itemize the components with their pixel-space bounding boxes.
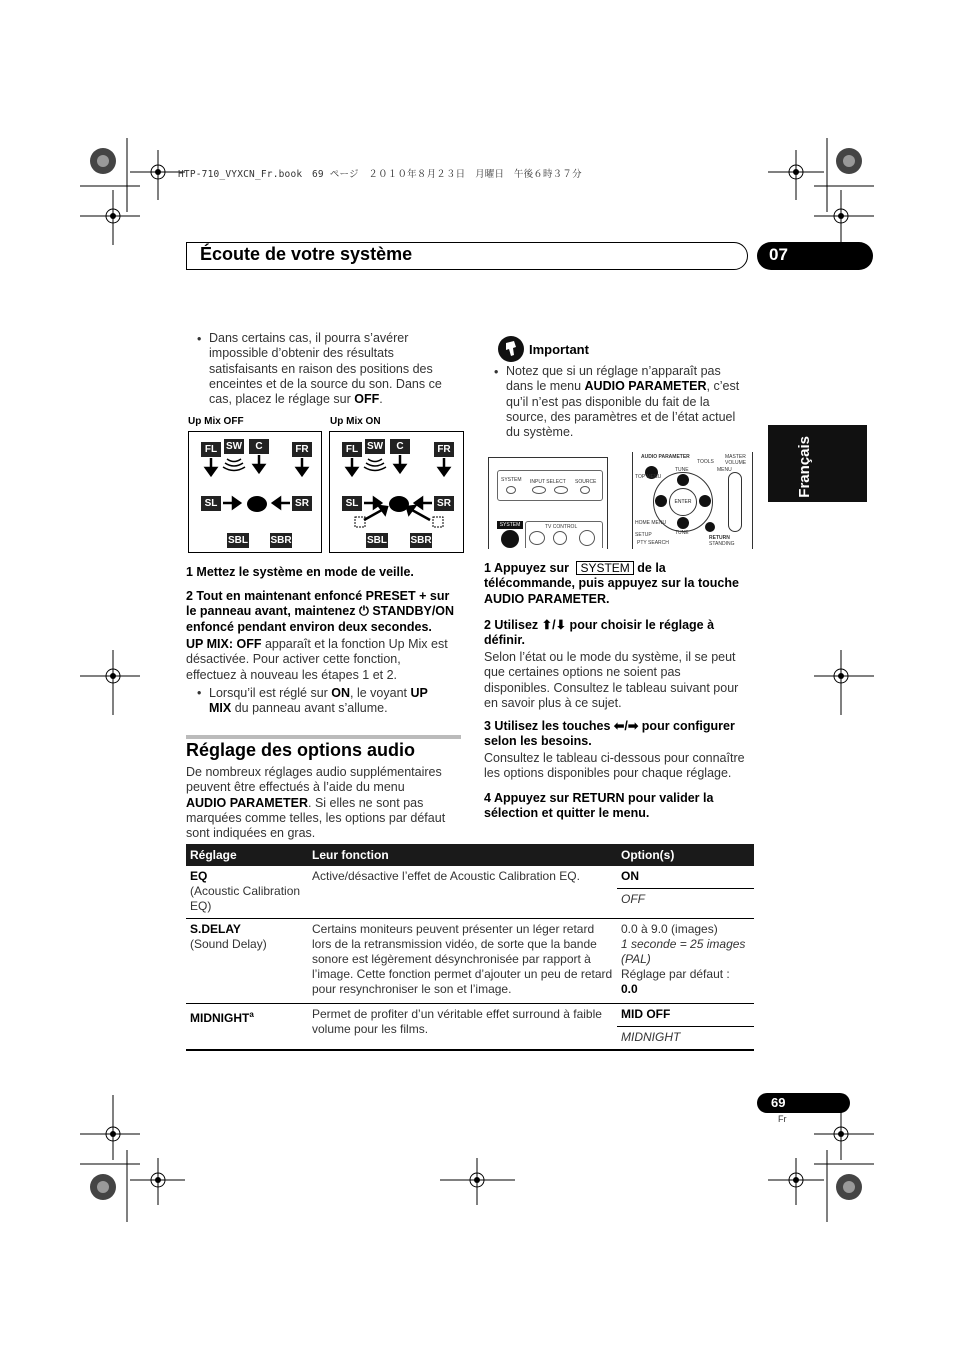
right-step4-heading: 4 Appuyez sur RETURN pour valider la sélection et quitter le menu. (484, 791, 714, 821)
bullet-dot: • (197, 332, 202, 346)
remote-illustration-left: SYSTEM INPUT SELECT SOURCE SYSTEM TV CONTROL (488, 457, 608, 549)
remote-return-button (705, 522, 715, 532)
language-tab: Français (768, 425, 867, 502)
speaker-sl: SL (342, 496, 362, 511)
right-step2-text: Selon l’état ou le mode du système, il se peut que certaines options ne soient pas disponibles. Consultez le tableau suivant pour en savoir plus à ce sujet. (484, 650, 739, 710)
column-header: Réglage (186, 844, 308, 866)
section-rule (186, 735, 461, 739)
column-header: Leur fonction (308, 844, 617, 866)
sound-arrows (189, 432, 321, 552)
section-title: Réglage des options audio (186, 740, 416, 760)
section-intro: De nombreux réglages audio supplémentaires peuvent être effectués à l’aide du menu AUDIO PARAMETER. Si elles ne sont pas marquées comme telles, les options par défaut sont indiquées en gras. (186, 765, 446, 841)
right-step2-heading: 2 Utilisez ⬆/⬇ pour choisir le réglage à définir. (484, 618, 715, 648)
table-row: MIDNIGHT$^a$ Permet de profiter d’un véritable effet surround à faible volume pour les films. MID OFF MIDNIGHT (186, 1004, 754, 1051)
speaker-sbl: SBL (367, 535, 387, 546)
bullet-dot: • (494, 365, 499, 379)
speaker-fl: FL (342, 442, 362, 457)
speaker-fl: FL (201, 442, 221, 457)
bullet-dot: • (197, 686, 202, 700)
diagram-off-label: Up Mix OFF (188, 416, 244, 427)
table-header-row (186, 844, 754, 866)
important-note: Notez que si un réglage n’apparaît pas dans le menu AUDIO PARAMETER, c’est qu’il n’est pas disponible du fait de la source, des paramètres et de l’état actuel du système. (506, 364, 740, 440)
table-row: S.DELAY (Sound Delay) Certains moniteurs peuvent présenter un léger retard lors de la retransmission vidéo, de sorte que la bande sonore est légèrement désynchronisée par rapport à l’image. Cette fonction permet d’ajouter un peu de retard pour resynchroniser le son et l’image. 0.0 à 9.0 (images) 1 seconde = 25 images (PAL) Réglage par défaut : 0.0 (186, 919, 754, 1004)
table-row: EQ (Acoustic Calibration EQ) Active/désactive l’effet de Acoustic Calibration EQ. ON OFF (186, 866, 754, 919)
remote-illustration-right: AUDIO PARAMETER TOOLS MASTER VOLUME TOP MENU MENU ENTER TUNE TUNE HOME MENU SETUP PTY SEARCH RETURN STANDING (632, 452, 753, 549)
speaker-c: C (390, 439, 410, 454)
speaker-sw: SW (225, 441, 243, 452)
left-step2-heading: 2 Tout en maintenant enfoncé PRESET + sur le panneau avant, maintenez ⏻ STANDBY/ON enfoncé pendant environ deux secondes. (186, 589, 455, 634)
speaker-sbr: SBR (270, 535, 292, 546)
page-language: Fr (778, 1114, 787, 1124)
important-label: Important (529, 342, 589, 357)
speaker-sr: SR (292, 496, 312, 511)
upmix-on-diagram (329, 431, 464, 553)
speaker-fr: FR (434, 442, 454, 457)
bullet-upmix-led: Lorsqu’il est réglé sur ON, le voyant UP MIX du panneau avant s’allume. (209, 686, 428, 716)
speaker-fr: FR (292, 442, 312, 457)
diagram-on-label: Up Mix ON (330, 416, 381, 427)
left-step2-text: UP MIX: OFF apparaît et la fonction Up Mix est désactivée. Pour activer cette fonction, effectuez à nouveau les étapes 1 et 2. (186, 637, 448, 682)
left-step1: 1 Mettez le système en mode de veille. (186, 565, 414, 579)
speaker-sr: SR (434, 496, 454, 511)
remote-power-button (501, 530, 519, 548)
page-number: 69 (757, 1093, 850, 1113)
chapter-number: 07 (757, 242, 873, 270)
sound-arrows (330, 432, 463, 552)
speaker-sw: SW (366, 441, 384, 452)
chapter-title: Écoute de votre système (200, 244, 413, 264)
speaker-c: C (249, 439, 269, 454)
right-step1: 1 Appuyez sur SYSTEM de la télécommande, puis appuyez sur la touche AUDIO PARAMETER. (484, 561, 739, 606)
system-key: SYSTEM (576, 561, 633, 575)
speaker-sbl: SBL (228, 535, 248, 546)
remote-system-button (506, 486, 516, 494)
book-header-line: HTP-710_VYXCN_Fr.book 69 ページ ２０１０年８月２３日 月曜日 午後６時３７分 (178, 169, 582, 180)
right-step3-text: Consultez le tableau ci-dessous pour connaître les options disponibles pour chaque réglage. (484, 751, 745, 781)
right-step3-heading: 3 Utilisez les touches ⬅/➡ pour configurer selon les besoins. (484, 719, 735, 749)
audio-options-table (186, 844, 754, 1051)
bullet-upmix-note: Dans certains cas, il pourra s’avérer impossible d’obtenir des résultats satisfaisants en raison des positions des enceintes et de la source du son. Dans ce cas, placez le réglage sur OFF. (209, 331, 442, 407)
upmix-off-diagram (188, 431, 322, 553)
column-header: Option(s) (617, 844, 754, 866)
speaker-sl: SL (201, 496, 221, 511)
important-icon (497, 335, 525, 363)
speaker-sbr: SBR (410, 535, 432, 546)
